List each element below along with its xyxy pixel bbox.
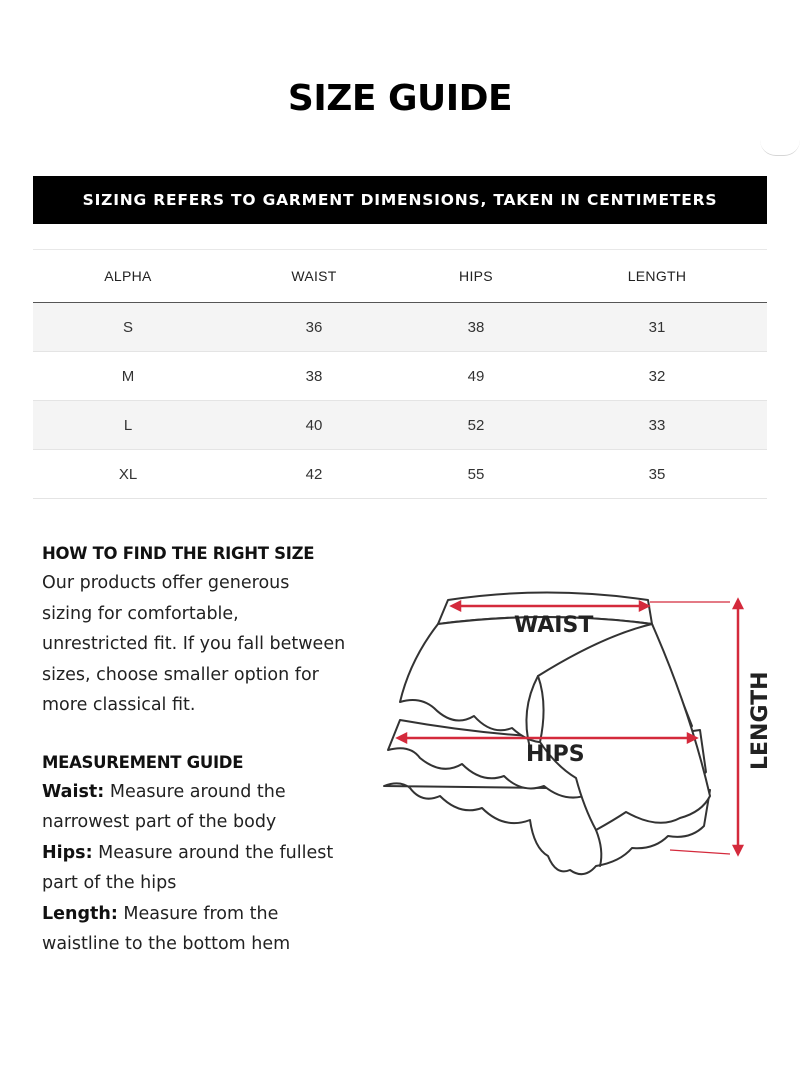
- cell-length: 35: [648, 465, 666, 483]
- table-header-row: [33, 250, 767, 303]
- cell-waist: 36: [305, 318, 323, 336]
- header-hips: HIPS: [459, 268, 493, 284]
- page-title: SIZE GUIDE: [287, 78, 513, 119]
- waist-instruction: Waist: Measure around the: [42, 781, 286, 802]
- table-row: [33, 303, 767, 352]
- cell-alpha: XL: [118, 465, 138, 483]
- sizing-banner: SIZING REFERS TO GARMENT DIMENSIONS, TAKEN IN CENTIMETERS: [33, 176, 767, 224]
- cell-waist: 40: [305, 416, 323, 434]
- guide-text: [42, 540, 372, 960]
- cell-length: 31: [648, 318, 666, 336]
- cell-length: 32: [648, 367, 666, 385]
- fit-heading: HOW TO FIND THE RIGHT SIZE: [42, 544, 315, 563]
- waist-instruction-cont: narrowest part of the body: [42, 812, 277, 832]
- header-length: LENGTH: [627, 268, 687, 284]
- length-instruction-cont: waistline to the bottom hem: [42, 934, 291, 954]
- length-instruction: Length: Measure from the: [42, 903, 279, 924]
- header-waist: WAIST: [291, 268, 337, 284]
- hips-diagram-label: HIPS: [526, 742, 585, 767]
- fit-line: Our products offer generous: [42, 573, 290, 593]
- hips-instruction: Hips: Measure around the fullest: [42, 842, 334, 863]
- fit-line: more classical fit.: [42, 695, 196, 715]
- cell-waist: 38: [305, 367, 323, 385]
- header-alpha: ALPHA: [104, 268, 152, 284]
- fit-line: sizing for comfortable,: [42, 603, 239, 624]
- cell-hips: 38: [467, 318, 485, 336]
- corner-decoration: [760, 140, 800, 156]
- hips-instruction-cont: part of the hips: [42, 873, 177, 893]
- waist-diagram-label: WAIST: [514, 613, 594, 638]
- table-row: [33, 401, 767, 450]
- fit-line: sizes, choose smaller option for: [42, 664, 319, 685]
- table-row: [33, 352, 767, 401]
- cell-alpha: S: [122, 318, 133, 336]
- cell-hips: 49: [467, 367, 485, 385]
- size-table: [33, 249, 767, 499]
- length-diagram-label: LENGTH: [748, 671, 773, 770]
- skirt-diagram: [370, 580, 790, 910]
- cell-hips: 52: [467, 416, 485, 434]
- fit-line: unrestricted fit. If you fall between: [42, 634, 346, 654]
- cell-length: 33: [648, 416, 666, 434]
- measurement-heading: MEASUREMENT GUIDE: [42, 752, 244, 772]
- cell-waist: 42: [305, 465, 323, 483]
- hips-label: Hips:: [42, 842, 93, 863]
- waist-label: Waist:: [42, 781, 105, 802]
- cell-alpha: L: [123, 416, 133, 434]
- length-label: Length:: [42, 903, 118, 924]
- cell-alpha: M: [121, 367, 135, 385]
- table-row: [33, 450, 767, 499]
- cell-hips: 55: [467, 465, 485, 483]
